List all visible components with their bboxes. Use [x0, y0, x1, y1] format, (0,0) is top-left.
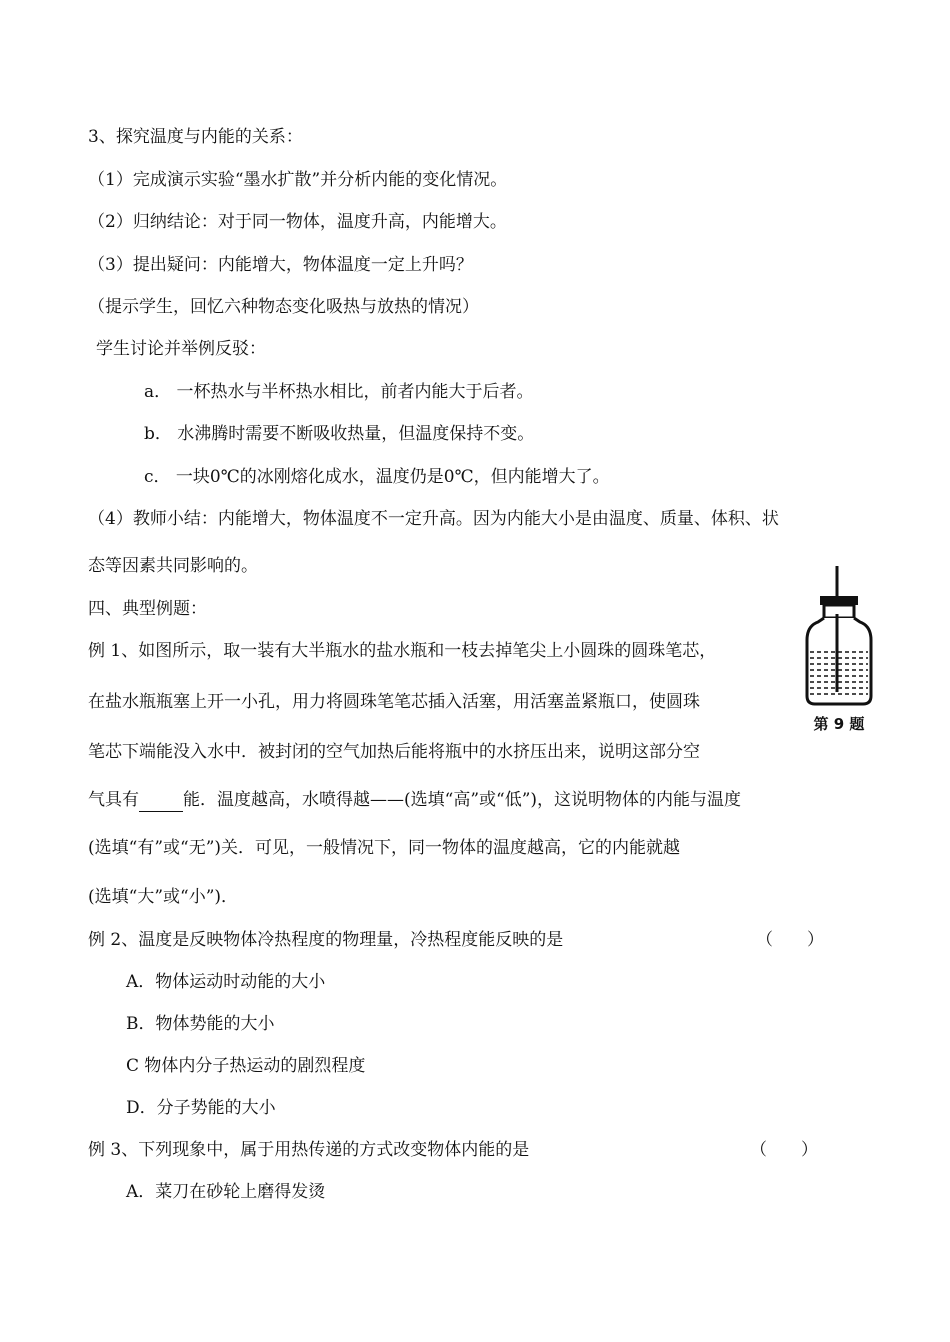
example1-line4	[88, 789, 741, 812]
section4-title: 四、典型例题：	[88, 599, 207, 619]
section3-example-b: b． 水沸腾时需要不断吸收热量，但温度保持不变。	[144, 424, 535, 444]
salt-water-bottle-figure	[804, 566, 874, 736]
example1-line2: 在盐水瓶瓶塞上开一小孔，用力将圆珠笔笔芯插入活塞，用活塞盖紧瓶口，使圆珠	[88, 692, 700, 712]
section3-item4-line1: （4）教师小结：内能增大，物体温度不一定升高。因为内能大小是由温度、质量、体积、状	[88, 509, 779, 529]
section3-title: 3、探究温度与内能的关系：	[88, 127, 303, 147]
section3-item4-line2: 态等因素共同影响的。	[88, 556, 258, 576]
example1-line4-start: 气具有	[88, 790, 139, 810]
section3-item3: （3）提出疑问：内能增大，物体温度一定上升吗？	[88, 255, 473, 275]
example1-line6: (选填“大”或“小”)．	[88, 887, 239, 907]
answer-blank[interactable]	[139, 789, 183, 812]
example3-option-a: A．菜刀在砂轮上磨得发烫	[126, 1182, 326, 1202]
example3-answer-paren[interactable]: （ ）	[750, 1140, 818, 1160]
section3-hint: （提示学生，回忆六种物态变化吸热与放热的情况）	[88, 297, 479, 317]
example2-option-b: B．物体势能的大小	[126, 1014, 275, 1034]
example3-stem: 例 3、下列现象中，属于用热传递的方式改变物体内能的是	[88, 1140, 530, 1160]
example2-answer-paren[interactable]: （ ）	[756, 930, 824, 950]
section3-example-c: c． 一块0℃的冰刚熔化成水，温度仍是0℃，但内能增大了。	[144, 467, 610, 487]
example2-stem: 例 2、温度是反映物体冷热程度的物理量，冷热程度能反映的是	[88, 930, 564, 950]
section3-item1: （1）完成演示实验“墨水扩散”并分析内能的变化情况。	[88, 170, 508, 190]
section3-discuss: 学生讨论并举例反驳：	[96, 339, 266, 359]
section3-item2: （2）归纳结论：对于同一物体，温度升高，内能增大。	[88, 212, 507, 232]
example1-line4-end: 能．温度越高，水喷得越——(选填“高”或“低”)，这说明物体的内能与温度	[183, 790, 742, 810]
example2-option-c: C 物体内分子热运动的剧烈程度	[126, 1056, 366, 1076]
figure-caption: 第 9 题	[813, 715, 865, 733]
section3-example-a: a． 一杯热水与半杯热水相比，前者内能大于后者。	[144, 382, 534, 402]
example2-option-a: A．物体运动时动能的大小	[126, 972, 326, 992]
example1-line1: 例 1、如图所示，取一装有大半瓶水的盐水瓶和一枝去掉笔尖上小圆珠的圆珠笔芯，	[88, 641, 717, 661]
bottle-body	[807, 618, 871, 704]
bottle-neck	[824, 605, 854, 618]
example2-option-d: D．分子势能的大小	[126, 1098, 276, 1118]
example1-line5: (选填“有”或“无”)关．可见，一般情况下，同一物体的温度越高，它的内能就越	[88, 838, 681, 858]
example1-line3: 笔芯下端能没入水中．被封闭的空气加热后能将瓶中的水挤压出来，说明这部分空	[88, 742, 700, 762]
